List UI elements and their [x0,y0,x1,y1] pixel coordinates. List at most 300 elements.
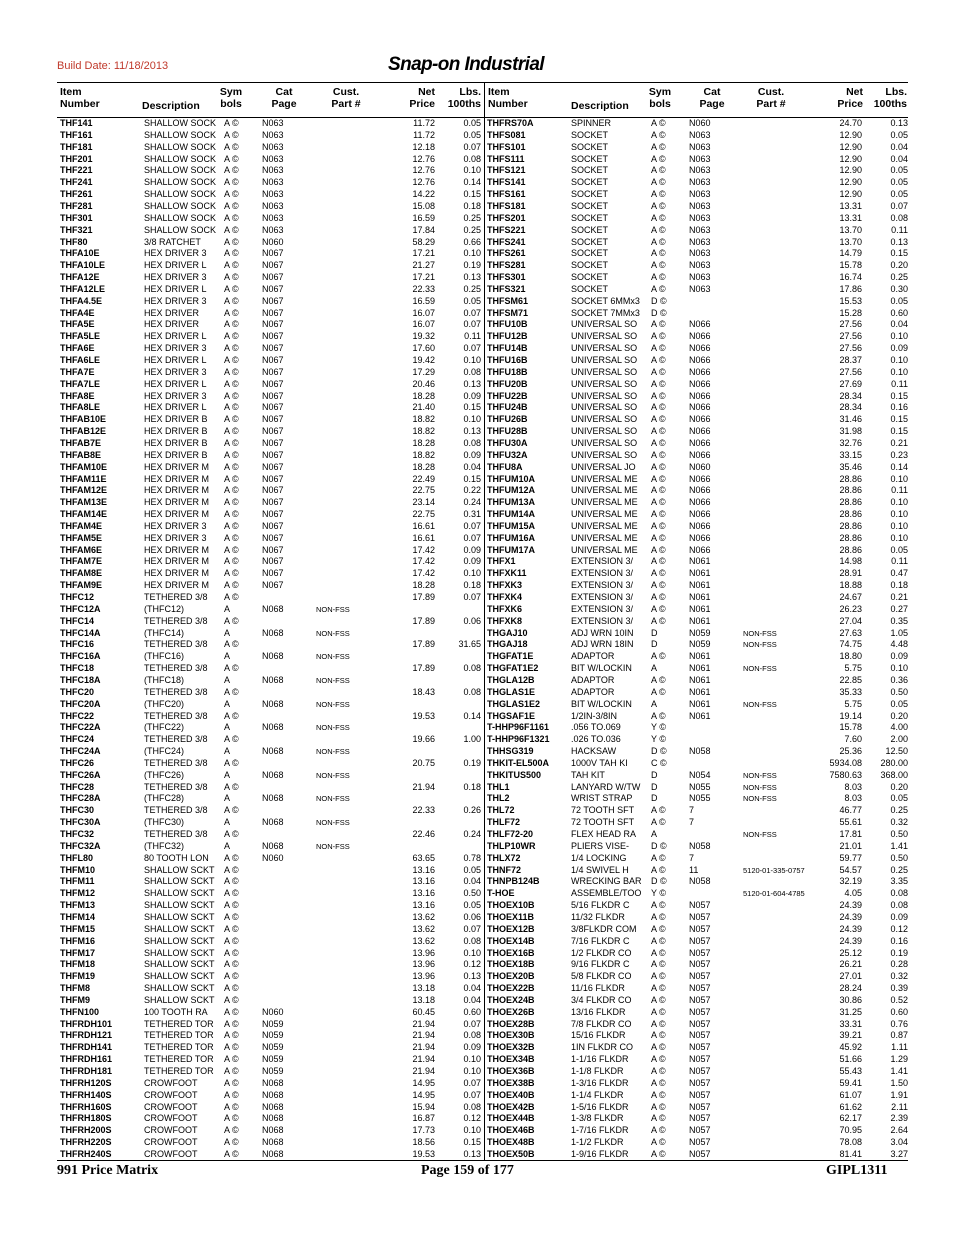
item-symbols: A © [224,260,239,271]
table-row [57,983,483,995]
table-row [484,936,910,948]
item-number: THFC16 [60,639,95,650]
item-symbols: A © [651,971,666,982]
item-weight: 0.14 [463,710,481,721]
item-description: UNIVERSAL ME [571,473,638,484]
item-description: SOCKET [571,224,609,235]
item-cat-page: N057 [689,983,711,994]
table-row [57,1007,483,1019]
item-cat-page: N057 [689,1006,711,1017]
item-symbols: A © [651,994,666,1005]
item-weight: 0.11 [891,485,908,496]
item-number: THFS121 [487,165,526,176]
item-net-price: 61.62 [839,1101,862,1112]
item-number: THFM19 [60,971,96,982]
item-net-price: 12.90 [839,129,862,140]
item-net-price: 17.42 [412,568,435,579]
table-row [484,983,910,995]
item-net-price: 54.57 [839,864,862,875]
item-cat-page: N059 [262,1054,284,1065]
item-weight: 0.10 [463,1066,481,1076]
item-number: THFU18B [487,366,528,377]
item-symbols: A © [651,129,666,140]
item-description: SOCKET [571,141,609,152]
item-number: THFUM17A [487,544,536,555]
item-cust-part: NON-FSS [743,628,777,638]
item-weight: 0.12 [890,923,908,934]
item-symbols: D [651,627,658,638]
item-cat-page: N066 [689,378,711,389]
item-description: HACKSAW [571,746,617,757]
header-item: Item Number [488,86,528,110]
item-number: THOEX30B [487,1030,535,1041]
table-row [484,722,910,734]
item-number: THFC32A [60,840,101,851]
item-weight: 1.29 [890,1054,908,1065]
item-cat-page: N067 [262,509,284,520]
item-description: UNIVERSAL JO [571,461,636,472]
item-cat-page: 7 [689,805,695,816]
item-weight: 0.78 [463,852,481,863]
item-description: UNIVERSAL ME [571,532,638,543]
item-symbols: A © [224,331,239,342]
item-symbols: D [651,639,658,650]
item-symbols: A © [651,272,666,283]
item-symbols: A © [651,923,666,934]
item-net-price: 13.16 [412,900,435,911]
item-net-price: 24.39 [839,923,862,934]
item-net-price: 19.66 [412,734,435,745]
item-weight: 0.09 [463,1042,481,1053]
item-number: THOEX24B [487,994,535,1005]
item-symbols: A © [224,189,239,200]
item-net-price: 5934.08 [829,757,862,768]
item-net-price: 13.96 [412,971,435,982]
table-row [484,438,910,450]
item-cat-page: N067 [262,544,284,555]
item-number: THFUM16A [487,532,536,543]
item-description: SOCKET [571,129,609,140]
item-description: SHALLOW SOCK [144,189,217,200]
item-net-price: 12.90 [839,141,862,152]
item-cust-part: NON-FSS [743,794,777,804]
item-net-price: 13.16 [412,864,435,875]
item-description: SHALLOW SOCK [144,129,217,140]
item-weight: 0.14 [890,461,908,472]
item-number: THFRS70A [487,118,534,128]
item-description: SOCKET [571,212,609,223]
item-net-price: 12.90 [839,165,862,176]
item-weight: 0.05 [463,295,481,306]
item-cat-page: N063 [262,224,284,235]
item-net-price: 39.21 [839,1030,862,1041]
item-description: TETHERED TOR [144,1030,214,1041]
item-cust-part: NON-FSS [743,770,777,780]
item-weight: 0.50 [890,829,908,839]
table-row [57,616,483,628]
item-net-price: 27.63 [839,627,862,638]
item-symbols: A © [651,1148,666,1159]
item-weight: 1.41 [890,1066,908,1076]
item-cust-part: 5120-01-604-4785 [743,889,805,899]
item-number: THFUM10A [487,473,536,484]
item-number: THFA10E [60,248,100,259]
item-weight: 0.05 [463,118,481,128]
item-number: THFX1 [487,556,516,567]
item-symbols: A © [651,674,666,685]
item-cust-part: NON-FSS [316,770,350,780]
table-row [484,900,910,912]
table-row [484,521,910,533]
item-weight: 0.11 [464,331,481,342]
item-symbols: A [224,769,231,780]
item-number: THOEX20B [487,971,535,982]
table-row [484,130,910,142]
item-number: THFA4E [60,307,95,318]
item-symbols: A © [651,390,666,401]
item-weight: 0.05 [890,177,908,188]
table-row [57,521,483,533]
item-number: THFUM12A [487,485,536,496]
item-symbols: A © [651,817,666,828]
item-number: THFAB8E [60,449,102,460]
item-number: THOEX28B [487,1018,535,1029]
item-net-price: 13.96 [412,959,435,970]
item-symbols: A © [224,485,239,496]
item-number: THOEX12B [487,923,535,934]
item-description: SHALLOW SOCK [144,153,217,164]
table-row [484,1078,910,1090]
item-number: THLX72 [487,852,521,863]
item-net-price: 15.28 [839,307,862,318]
item-cat-page: N066 [689,437,711,448]
item-symbols: A © [651,224,666,235]
item-net-price: 15.94 [412,1101,435,1112]
item-cat-page: N060 [262,1006,284,1017]
table-row [57,260,483,272]
item-description: 72 TOOTH SFT [571,817,635,828]
item-symbols: A © [651,509,666,520]
item-number: THFRDH141 [60,1042,113,1053]
item-description: HEX DRIVER M [144,509,210,520]
item-weight: 0.10 [463,568,481,579]
item-number: THFRDH161 [60,1054,113,1065]
item-net-price: 11.72 [413,129,435,140]
item-number: THFU30A [487,437,528,448]
item-net-price: 23.14 [412,497,435,508]
item-symbols: A © [224,829,239,839]
item-number: THFM9 [60,994,90,1005]
table-row [57,853,483,865]
table-row [484,237,910,249]
item-number: THFM14 [60,911,96,922]
item-number: THFC20 [60,686,95,697]
item-symbols: A © [651,1125,666,1136]
item-description: SHALLOW SCKT [144,900,215,911]
item-weight: 0.10 [890,532,908,543]
item-weight: 0.50 [463,888,481,899]
table-row [57,1113,483,1125]
item-number: THFXK11 [487,568,527,579]
item-number: THGFAT1E [487,651,534,662]
item-description: (THFC32) [144,840,184,851]
item-weight: 0.11 [891,378,908,389]
item-cat-page: N068 [262,603,284,614]
item-net-price: 22.33 [412,283,435,294]
header-description: Description [142,100,200,112]
footer-document-code: GIPL1311 [826,1163,888,1178]
item-weight: 0.10 [890,509,908,520]
item-cat-page: N063 [262,153,284,164]
item-description: UNIVERSAL SO [571,366,638,377]
item-cat-page: N068 [262,674,284,685]
item-net-price: 28.86 [839,544,862,555]
table-row [484,1125,910,1137]
item-symbols: A © [224,615,239,626]
item-description: SPINNER [571,118,612,128]
item-description: HEX DRIVER B [144,414,208,425]
item-net-price: 27.01 [839,971,862,982]
item-net-price: 19.53 [412,710,435,721]
item-number: THOEX22B [487,983,535,994]
item-description: TETHERED 3/8 [144,781,208,792]
item-number: THL72 [487,805,515,816]
item-symbols: A © [224,449,239,460]
item-net-price: 17.84 [412,224,435,235]
item-weight: 0.10 [463,1125,481,1136]
item-number: THFC20A [60,698,101,709]
item-symbols: A © [224,971,239,982]
item-description: 7/8 FLKDR CO [571,1018,632,1029]
table-row [57,651,483,663]
item-symbols: A © [651,1030,666,1041]
item-cust-part: NON-FSS [316,628,350,638]
item-cat-page: N068 [262,1125,284,1136]
table-row [484,580,910,592]
table-row [57,426,483,438]
item-symbols: A © [224,1006,239,1017]
item-description: ADAPTOR [571,686,615,697]
table-row [484,876,910,888]
item-description: 3/8FLKDR COM [571,923,637,934]
item-description: SOCKET [571,200,609,211]
item-net-price: 22.75 [412,485,435,496]
item-cat-page: N067 [262,449,284,460]
table-row [484,817,910,829]
item-cat-page: N057 [689,1066,711,1076]
item-symbols: A © [224,1066,239,1076]
item-description: (THFC18) [144,674,184,685]
item-symbols: A © [651,710,666,721]
item-symbols: D [651,769,658,780]
item-number: THFXK6 [487,603,523,614]
item-symbols: A © [224,248,239,259]
item-cat-page: N063 [262,129,284,140]
item-symbols: A © [224,509,239,520]
item-symbols: A © [651,165,666,176]
item-weight: 0.05 [890,189,908,200]
item-cust-part: NON-FSS [316,675,350,685]
item-symbols: A [224,840,231,851]
item-number: THFS181 [487,200,526,211]
item-description: EXTENSION 3/ [571,615,634,626]
item-number: T-HOE [487,888,515,899]
table-row [484,782,910,794]
item-number: THFC16A [60,651,101,662]
item-symbols: A © [224,497,239,508]
item-symbols: A © [224,402,239,413]
item-description: HEX DRIVER M [144,568,210,579]
item-weight: 1.50 [890,1077,908,1088]
header-net: Net Price [409,86,435,110]
table-row [484,391,910,403]
item-cat-page: N067 [262,355,284,365]
item-weight: 0.09 [463,449,481,460]
item-symbols: A © [224,1137,239,1148]
item-number: THFC28A [60,793,101,804]
item-net-price: 16.07 [412,319,435,330]
item-weight: 0.05 [463,129,481,140]
table-row [484,592,910,604]
item-net-price: 12.76 [412,153,435,164]
item-weight: 0.06 [463,911,481,922]
table-row [57,1125,483,1137]
item-weight: 1.41 [890,840,908,851]
item-cat-page: N063 [262,200,284,211]
item-description: 1-9/16 FLKDR [571,1148,629,1159]
item-number: THOEX48B [487,1137,535,1148]
table-row [484,556,910,568]
item-symbols: A © [651,355,666,365]
item-net-price: 24.70 [839,118,862,128]
item-symbols: A © [224,852,239,863]
table-row [484,1102,910,1114]
item-net-price: 13.16 [412,876,435,887]
item-weight: 0.25 [890,864,908,875]
table-row [57,165,483,177]
item-net-price: 18.56 [412,1137,435,1148]
item-description: TETHERED TOR [144,1018,214,1029]
item-cat-page: N059 [689,627,711,638]
item-net-price: 28.91 [839,568,862,579]
item-description: 1-7/16 FLKDR [571,1125,629,1136]
item-net-price: 22.46 [412,829,435,839]
item-cat-page: N067 [262,319,284,330]
item-weight: 280.00 [880,757,908,768]
item-weight: 0.13 [463,426,481,437]
table-row [484,924,910,936]
table-row [57,628,483,640]
item-description: LANYARD W/TW [571,781,641,792]
table-row [57,1066,483,1078]
item-cat-page: N066 [689,355,711,365]
table-row [484,995,910,1007]
table-row [484,959,910,971]
item-symbols: A © [651,544,666,555]
item-number: THFS081 [487,129,526,140]
table-row [57,213,483,225]
item-description: SOCKET [571,248,609,259]
item-description: TETHERED 3/8 [144,639,208,650]
item-symbols: A © [224,1101,239,1112]
item-number: THFC14 [60,615,95,626]
table-row [484,687,910,699]
item-symbols: A © [651,983,666,994]
item-number: THGLAS1E [487,686,536,697]
table-row [484,343,910,355]
item-net-price: 25.36 [839,746,862,757]
item-net-price: 5.75 [844,663,862,674]
item-symbols: A © [651,580,666,591]
item-number: THFU26B [487,414,528,425]
table-row [57,924,483,936]
item-cat-page: N068 [262,840,284,851]
table-row [484,118,910,130]
item-symbols: A [224,627,231,638]
item-weight: 3.27 [890,1148,908,1159]
item-symbols: A © [651,319,666,330]
item-net-price: 28.86 [839,532,862,543]
item-weight: 0.25 [890,805,908,816]
item-number: THGFAT1E2 [487,663,539,674]
item-weight: 0.08 [890,900,908,911]
item-cat-page: N059 [689,639,711,650]
item-symbols: A © [651,366,666,377]
item-symbols: A © [651,497,666,508]
item-net-price: 33.31 [839,1018,862,1029]
item-weight: 0.14 [463,177,481,188]
item-symbols: A © [224,983,239,994]
item-description: 5/8 FLKDR CO [571,971,632,982]
item-symbols: A © [224,781,239,792]
item-cat-page: N061 [689,651,711,662]
item-description: UNIVERSAL SO [571,331,638,342]
item-cat-page: N063 [689,165,711,176]
item-description: EXTENSION 3/ [571,568,634,579]
item-net-price: 17.73 [412,1125,435,1136]
item-number: THOEX26B [487,1006,535,1017]
item-number: THFM18 [60,959,96,970]
item-description: EXTENSION 3/ [571,580,634,591]
item-symbols: A © [651,864,666,875]
item-net-price: 7.60 [844,734,862,745]
item-weight: 0.07 [463,343,481,354]
item-net-price: 22.49 [412,473,435,484]
table-row [484,545,910,557]
table-row [57,876,483,888]
item-weight: 0.20 [890,710,908,721]
item-description: SHALLOW SOCK [144,118,217,128]
item-net-price: 45.92 [839,1042,862,1053]
item-net-price: 70.95 [839,1125,862,1136]
item-description: SHALLOW SOCK [144,200,217,211]
item-weight: 0.24 [463,497,481,508]
table-row [484,793,910,805]
table-row [57,604,483,616]
item-description: ADJ WRN 18IN [571,639,634,650]
item-cust-part: NON-FSS [316,699,350,709]
item-weight: 0.10 [463,1054,481,1065]
item-weight: 0.07 [890,200,908,211]
item-number: THOEX50B [487,1148,535,1159]
item-description: HEX DRIVER L [144,283,207,294]
item-description: HEX DRIVER M [144,473,210,484]
item-net-price: 21.94 [412,781,435,792]
item-weight: 0.19 [890,947,908,958]
item-weight: 0.07 [463,532,481,543]
item-symbols: A © [224,236,239,247]
table-row [57,462,483,474]
